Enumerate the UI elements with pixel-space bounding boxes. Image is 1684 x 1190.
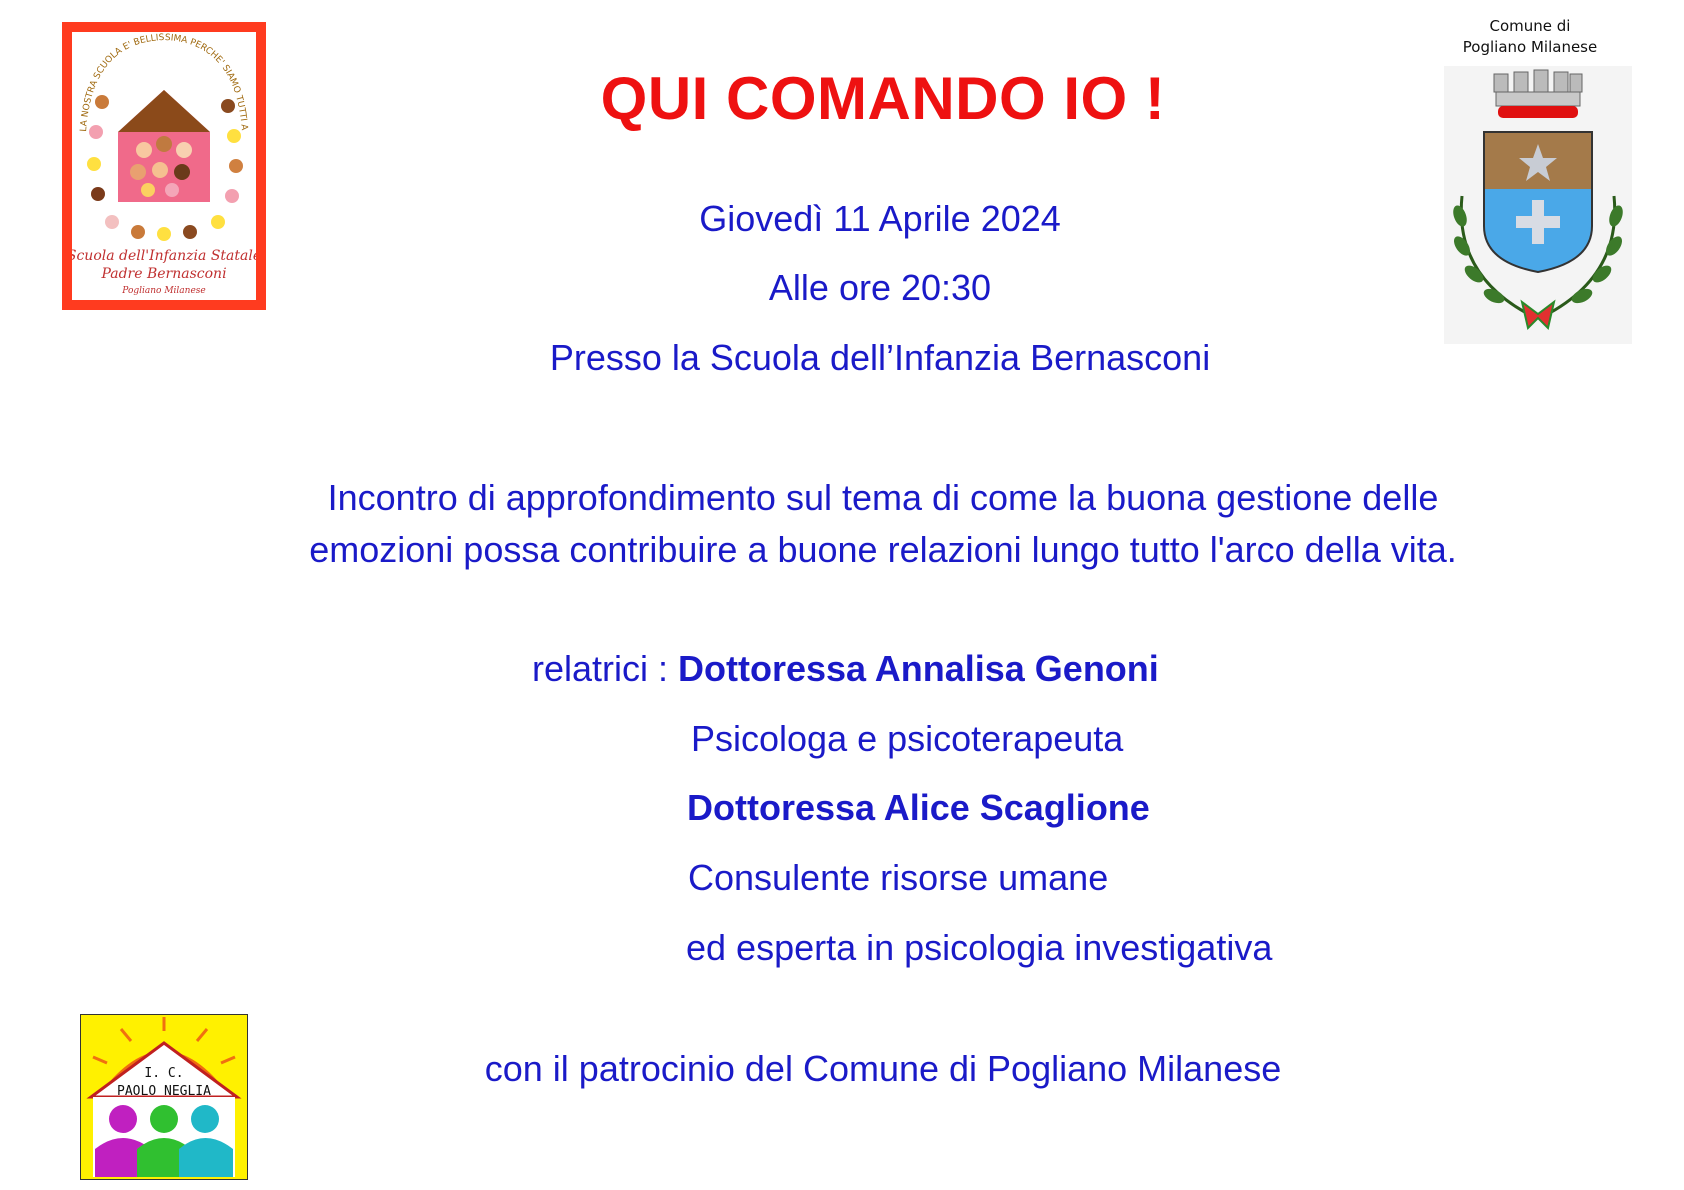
speaker2-role-line1: Consulente risorse umane (688, 857, 1109, 898)
ic-logo-image (81, 1015, 247, 1179)
school-logo-name-line2: Padre Bernasconi (101, 266, 227, 282)
comune-caption-line1: Comune di (1489, 17, 1571, 35)
description-line2: emozioni possa contribuire a buone relazioni lungo tutto l'arco della vita. (309, 529, 1457, 570)
speaker1-role: Psicologa e psicoterapeuta (691, 718, 1124, 759)
school-logo-name-line1: Scuola dell'Infanzia Statale (72, 248, 256, 264)
speaker1-name: Dottoressa Annalisa Genoni (678, 648, 1159, 689)
speakers-prefix: relatrici : (532, 648, 679, 689)
event-date: Giovedì 11 Aprile 2024 (699, 198, 1061, 239)
ic-logo (80, 1014, 248, 1180)
school-logo-name-line3: Pogliano Milanese (122, 286, 206, 296)
event-description (0, 472, 1684, 576)
patronage-text: con il patrocinio del Comune di Pogliano Milanese (484, 1048, 1282, 1089)
ic-logo-line2: PAOLO NEGLIA (117, 1084, 211, 1099)
speaker2-name: Dottoressa Alice Scaglione (687, 787, 1150, 828)
comune-caption-line2: Pogliano Milanese (1462, 38, 1598, 56)
speakers-line (532, 648, 1159, 690)
ic-logo-line1: I. C. (144, 1066, 184, 1081)
event-place: Presso la Scuola dell’Infanzia Bernasconi (549, 337, 1211, 378)
page-title: QUI COMANDO IO ! (600, 65, 1166, 132)
school-logo-arc-text: LA NOSTRA SCUOLA E' BELLISSIMA PERCHE' SIAMO TUTTI A (79, 32, 249, 133)
speaker2-role-line2: ed esperta in psicologia investigativa (686, 927, 1273, 968)
event-time: Alle ore 20:30 (768, 267, 992, 308)
comune-caption (1430, 16, 1630, 58)
description-line1: Incontro di approfondimento sul tema di come la buona gestione delle (327, 477, 1439, 518)
